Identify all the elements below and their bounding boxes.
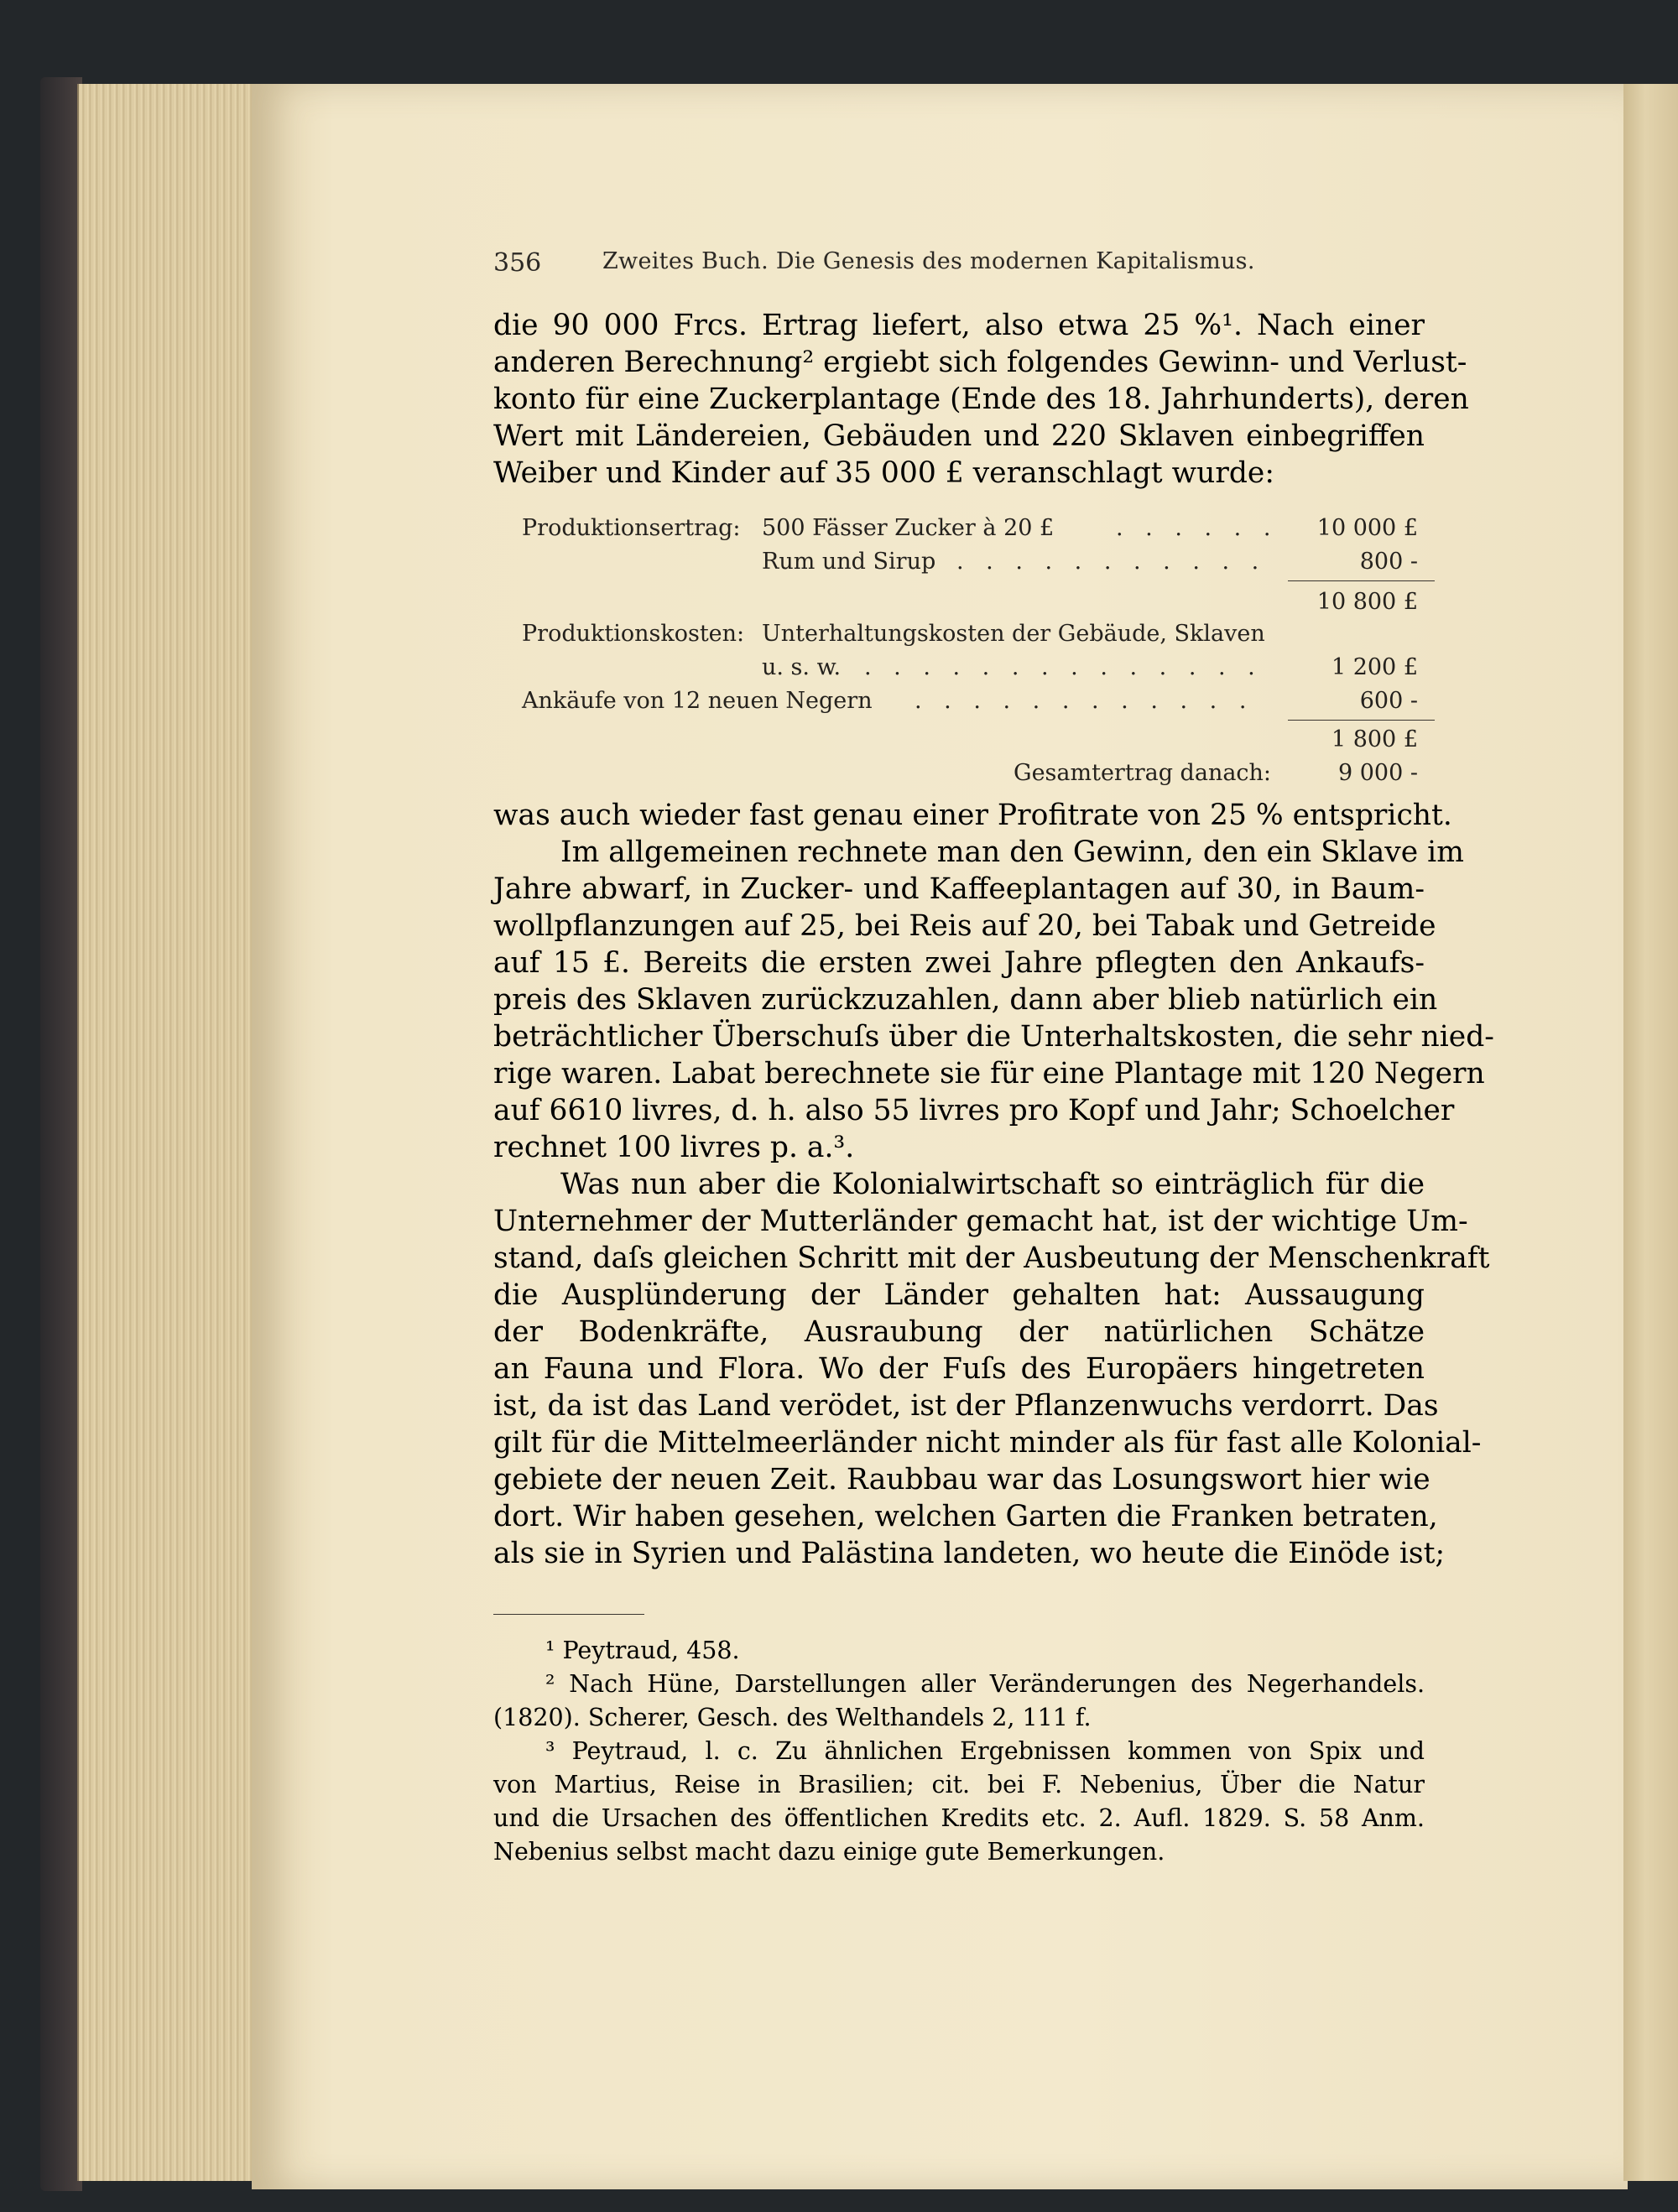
total-label: Gesamtertrag danach: [1014,760,1272,786]
sum-rule [1288,720,1435,721]
text-line: konto für eine Zuckerplantage (Ende des 18. Jahrhunderts), deren [493,383,1469,416]
text-line: Was nun aber die Kolonialwirtschaft so einträglich für die [560,1168,1425,1201]
footnote-separator [493,1614,644,1615]
facing-page-edge [1623,84,1678,2181]
row-upkeep-text-cont: u. s. w. [762,654,842,680]
text-line: als sie in Syrien und Palästina landeten, wo heute die Einöde ist; [493,1537,1446,1570]
text-line: preis des Sklaven zurückzuzahlen, dann aber blieb natürlich ein [493,983,1438,1017]
text-line: anderen Berechnung² ergiebt sich folgendes Gewinn- und Verlust- [493,346,1467,379]
row-sugar-value: 10 000 £ [1316,515,1418,541]
book-spine [40,77,82,2191]
text-line: Unternehmer der Mutterländer gemacht hat, ist der wichtige Um- [493,1205,1468,1238]
page-edges [77,84,272,2181]
footnote-3-cont: von Martius, Reise in Brasilien; cit. bei F. Nebenius, Über die Natur [493,1771,1425,1798]
text-line: ist, da ist das Land verödet, ist der Pflanzenwuchs verdorrt. Das [493,1389,1439,1423]
running-title: Zweites Buch. Die Genesis des modernen Kapitalismus. [602,248,1255,274]
text-line: was auch wieder fast genau einer Profitrate von 25 % entspricht. [493,799,1452,832]
row-rum-value: 800 - [1359,549,1418,575]
footnote-1: ¹ Peytraud, 458. [545,1637,740,1664]
row-sugar-dots: . . . . . . [1116,515,1279,541]
text-line: Jahre abwarf, in Zucker- und Kaffeeplantagen auf 30, in Baum- [493,872,1425,906]
footnote-3-cont: Nebenius selbst macht dazu einige gute Bemerkungen. [493,1838,1165,1866]
subtotal-ertrag: 10 800 £ [1316,589,1418,615]
footnote-2: ² Nach Hüne, Darstellungen aller Veränderungen des Negerhandels. [545,1670,1425,1698]
row-purchase-dots: . . . . . . . . . . . . [915,688,1254,714]
text-line: die 90 000 Frcs. Ertrag liefert, also etwa 25 %¹. Nach einer [493,309,1425,342]
row-sugar-text: 500 Fässer Zucker à 20 £ [762,515,1055,541]
text-line: rechnet 100 livres p. a.³. [493,1131,855,1164]
text-line: stand, daſs gleichen Schritt mit der Ausbeutung der Menschenkraft [493,1241,1490,1275]
text-line: Weiber und Kinder auf 35 000 £ veranschlagt wurde: [493,456,1274,490]
text-line: auf 15 £. Bereits die ersten zwei Jahre pflegten den Ankaufs- [493,946,1425,980]
text-line: an Fauna und Flora. Wo der Fuſs des Europäers hingetreten [493,1352,1425,1386]
text-line: dort. Wir haben gesehen, welchen Garten die Franken betraten, [493,1500,1438,1533]
text-line: die Ausplünderung der Länder gehalten hat: Aussaugung [493,1278,1425,1312]
page-header [493,248,1425,282]
subtotal-kosten: 1 800 £ [1331,726,1418,752]
label-ertrag: Produktionsertrag: [522,515,741,541]
total-value: 9 000 - [1337,760,1418,786]
footnote-3: ³ Peytraud, l. c. Zu ähnlichen Ergebnissen kommen von Spix und [545,1737,1425,1765]
row-rum-text: Rum und Sirup [762,549,936,575]
label-kosten: Produktionskosten: [522,621,745,647]
row-upkeep-value: 1 200 £ [1331,654,1418,680]
text-line: rige waren. Labat berechnete sie für eine Plantage mit 120 Negern [493,1057,1485,1090]
row-upkeep-text: Unterhaltungskosten der Gebäude, Sklaven [762,621,1265,647]
text-line: der Bodenkräfte, Ausraubung der natürlichen Schätze [493,1315,1425,1349]
text-line: Wert mit Ländereien, Gebäuden und 220 Sklaven einbegriffen [493,419,1425,453]
footnote-2-cont: (1820). Scherer, Gesch. des Welthandels 2, 111 f. [493,1704,1092,1731]
page-number: 356 [493,248,542,278]
text-line: Im allgemeinen rechnete man den Gewinn, den ein Sklave im [560,835,1464,869]
sum-rule [1288,580,1435,581]
row-purchase-value: 600 - [1359,688,1418,714]
text-line: beträchtlicher Überschuſs über die Unterhaltskosten, die sehr nied- [493,1020,1494,1054]
row-rum-dots: . . . . . . . . . . . [956,549,1267,575]
text-line: auf 6610 livres, d. h. also 55 livres pro Kopf und Jahr; Schoelcher [493,1094,1455,1127]
row-purchase-text: Ankäufe von 12 neuen Negern [522,688,873,714]
text-line: gebiete der neuen Zeit. Raubbau war das Losungswort hier wie [493,1463,1430,1496]
text-line: gilt für die Mittelmeerländer nicht minder als für fast alle Kolonial- [493,1426,1482,1460]
row-upkeep-dots: . . . . . . . . . . . . . . [864,654,1263,680]
text-line: wollpflanzungen auf 25, bei Reis auf 20, bei Tabak und Getreide [493,909,1436,943]
footnote-3-cont: und die Ursachen des öffentlichen Kredits etc. 2. Aufl. 1829. S. 58 Anm. [493,1804,1425,1832]
